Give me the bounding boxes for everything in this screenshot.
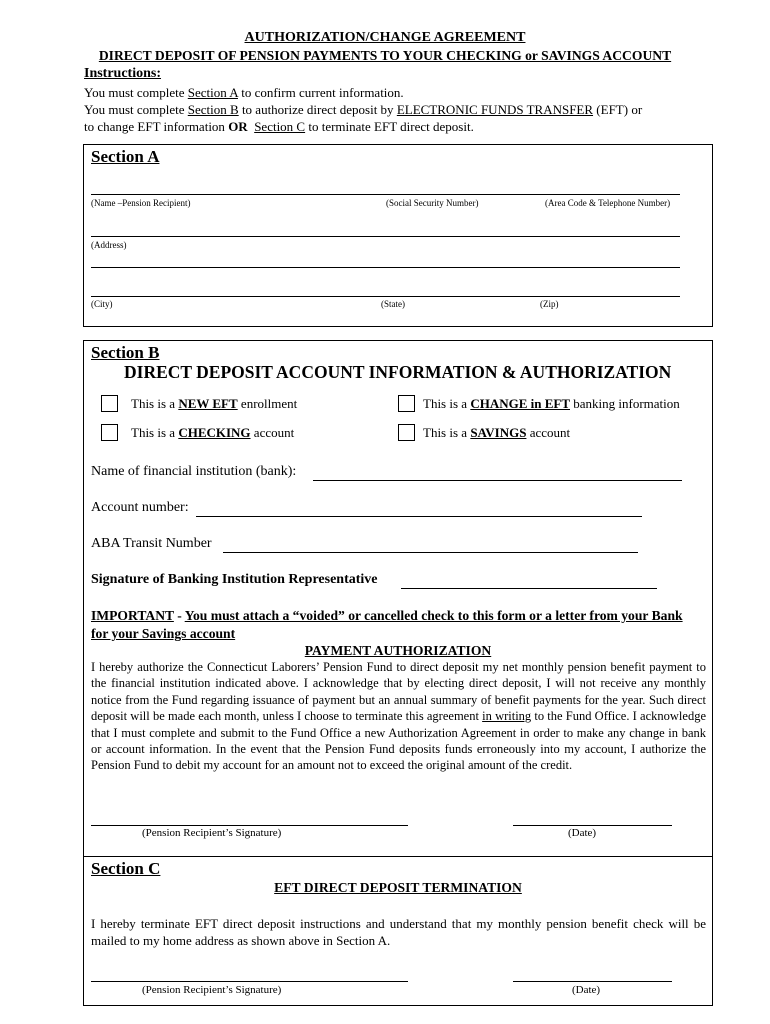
- city-line[interactable]: [91, 296, 680, 297]
- instruction-line-1: You must complete Section A to confirm current information.: [84, 85, 404, 100]
- date-line-c[interactable]: [513, 981, 672, 982]
- account-number-line[interactable]: [196, 516, 642, 517]
- change-eft-label: This is a CHANGE in EFT banking information: [423, 396, 680, 411]
- ssn-label: (Social Security Number): [386, 198, 479, 208]
- zip-label: (Zip): [540, 299, 559, 309]
- address-line[interactable]: [91, 236, 680, 237]
- section-b-heading: Section B: [91, 343, 160, 362]
- change-eft-checkbox[interactable]: [398, 395, 415, 412]
- new-eft-checkbox[interactable]: [101, 395, 118, 412]
- bank-name-label: Name of financial institution (bank):: [91, 464, 297, 479]
- recipient-signature-label-c: (Pension Recipient’s Signature): [142, 984, 282, 996]
- recipient-signature-line-c[interactable]: [91, 981, 408, 982]
- date-line-b[interactable]: [513, 825, 672, 826]
- aba-number-line[interactable]: [223, 552, 638, 553]
- bank-rep-signature-line[interactable]: [401, 588, 657, 589]
- phone-label: (Area Code & Telephone Number): [545, 198, 671, 208]
- city-label: (City): [91, 299, 113, 309]
- recipient-signature-label-b: (Pension Recipient’s Signature): [142, 827, 282, 839]
- account-number-label: Account number:: [91, 500, 189, 515]
- checking-label: This is a CHECKING account: [131, 425, 295, 440]
- section-a-heading: Section A: [91, 147, 160, 166]
- bank-rep-signature-label: Signature of Banking Institution Representative: [91, 572, 378, 587]
- date-label-b: (Date): [568, 827, 597, 839]
- instructions-heading: Instructions:: [84, 66, 162, 81]
- important-note: IMPORTANT - You must attach a “voided” or cancelled check to this form or a letter from your Bank for your Savings account: [91, 608, 683, 641]
- instruction-line-2: You must complete Section B to authorize direct deposit by ELECTRONIC FUNDS TRANSFER (EFT) or: [84, 102, 643, 117]
- name-label: (Name –Pension Recipient): [91, 198, 191, 208]
- bank-name-line[interactable]: [313, 480, 682, 481]
- aba-number-label: ABA Transit Number: [91, 536, 212, 551]
- payment-authorization-heading: PAYMENT AUTHORIZATION: [304, 643, 492, 658]
- state-label: (State): [381, 299, 405, 309]
- instruction-line-3: to change EFT information OR Section C to terminate EFT direct deposit.: [84, 119, 474, 134]
- name-line[interactable]: [91, 194, 680, 195]
- section-c-title: EFT DIRECT DEPOSIT TERMINATION: [274, 880, 522, 895]
- new-eft-label: This is a NEW EFT enrollment: [131, 396, 298, 411]
- termination-text: I hereby terminate EFT direct deposit instructions and understand that my monthly pension benefit check will be mailed to my home address as shown above in Section A.: [91, 916, 706, 948]
- section-b-box: [83, 340, 713, 857]
- form-title: AUTHORIZATION/CHANGE AGREEMENT: [244, 30, 526, 45]
- section-c-heading: Section C: [91, 859, 161, 878]
- date-label-c: (Date): [572, 984, 601, 996]
- savings-label: This is a SAVINGS account: [423, 425, 571, 440]
- address-line-2[interactable]: [91, 267, 680, 268]
- recipient-signature-line-b[interactable]: [91, 825, 408, 826]
- checking-checkbox[interactable]: [101, 424, 118, 441]
- savings-checkbox[interactable]: [398, 424, 415, 441]
- authorization-text: I hereby authorize the Connecticut Laborers’ Pension Fund to direct deposit my net monthly pension benefit payment to the financial institution indicated above. I acknowledge that by electing direct deposit, I will not receive any monthly notice from the Fund regarding issuance of payment but an annual summary of benefit payments for the year. Such direct deposit will be made each month, unless I choose to terminate this agreement in writing to the Fund Office. I acknowledge that I must complete and submit to the Fund Office a new Authorization Agreement in order to make any change in bank or account information. In the event that the Pension Fund deposits funds erroneously into my account, I authorize the Pension Fund to debit my account for an amount not to exceed the original amount of the credit.: [91, 660, 706, 773]
- section-b-title: DIRECT DEPOSIT ACCOUNT INFORMATION & AUTHORIZATION: [124, 362, 672, 382]
- form-subtitle: DIRECT DEPOSIT OF PENSION PAYMENTS TO YOUR CHECKING or SAVINGS ACCOUNT: [98, 48, 672, 63]
- address-label: (Address): [91, 240, 127, 250]
